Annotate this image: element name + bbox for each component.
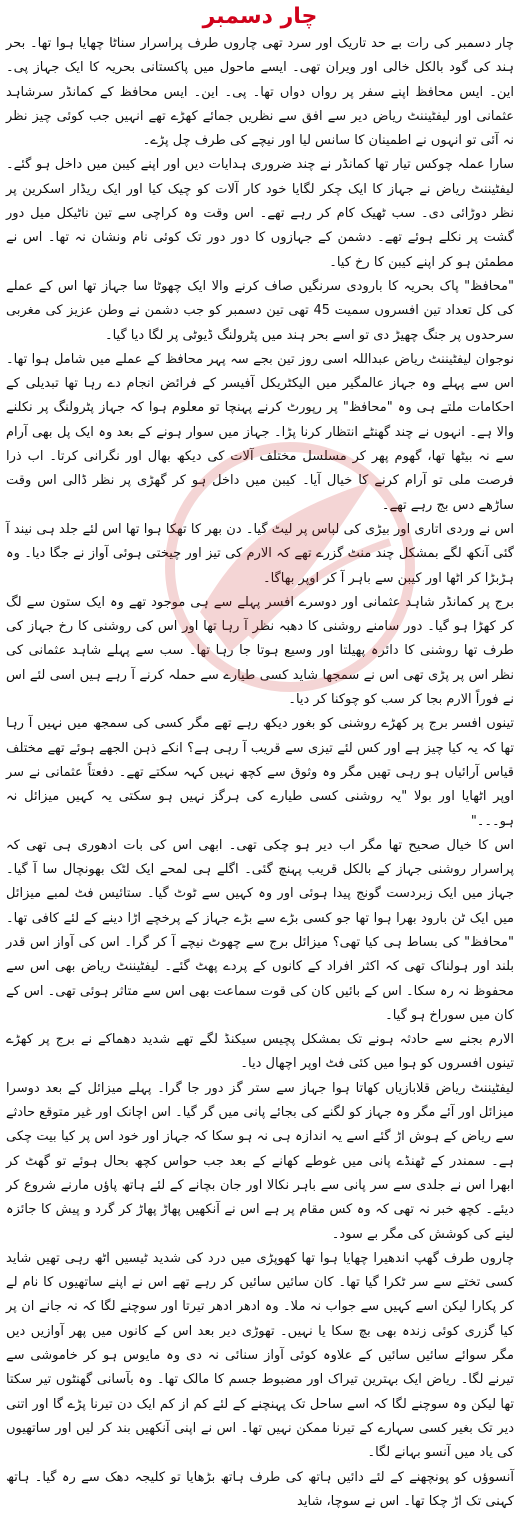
- paragraph: "محافظ" پاک بحریہ کا بارودی سرنگیں صاف کرنے والا ایک چھوٹا سا جہاز تھا اس کے عملے کی کل تعداد تین افسروں سمیت 45 تھی تین دسمبر کو جب دشمن نے وطن عزیز کی مغربی سرحدوں پر جنگ چھیڑ دی تو اسے بحر ہند میں پٹرولنگ ڈیوٹی پر لگا دیا گیا۔: [6, 278, 515, 343]
- article-title: چار دسمبر: [202, 4, 318, 29]
- paragraph: سارا عملہ چوکس تیار تھا کمانڈر نے چند ضروری ہدایات دیں اور اپنے کیبن میں داخل ہو گئے۔ لیفٹیننٹ ریاض نے جہاز کا ایک چکر لگایا خود کار آلات کو چیک کیا اور ایک ریڈار اسکرین پر نظر دوڑائی دی۔ سب ٹھیک کام کر رہے تھے۔ اس وقت وہ کراچی سے تین ناٹیکل میل دور گشت پر نکلے ہوئے تھے۔ دشمن کے جہازوں کا دور دور تک کوئی نام ونشان نہ تھا۔ اس نے مطمئن ہو کر اپنے کیبن کا رخ کیا۔: [6, 157, 514, 270]
- paragraph: برج پر کمانڈر شاہد عثمانی اور دوسرے افسر پہلے سے ہی موجود تھے وہ ایک ستون سے لگ کر کھڑا ہو گیا۔ دور سامنے روشنی کا دھبہ نظر آ رہا تھا اور اس کی روشنی کا رخ جہاز کی طرف تھا روشنی کا دائرہ پھیلتا اور وسیع ہوتا جا رہا تھا۔ سب سے پہلے شاہد عثمانی کی نظر اس پر پڑی تھی اس نے سمجھا شاید کسی طیارے سے حملہ کرنے آ رہے ہیں اسی لئے اس نے فوراً الارم بجا کر سب کو چوکنا کر دیا۔: [6, 594, 514, 708]
- paragraph: چاروں طرف گھپ اندھیرا چھایا ہوا تھا کھوپڑی میں درد کی شدید ٹیسیں اٹھ رہی تھیں شاید کسی تختے سے سر ٹکرا گیا تھا۔ کان سائیں سائیں کر رہے تھے اس نے اپنے ساتھیوں کا نام لے کر پکارا لیکن اسے کہیں سے جواب نہ ملا۔ وہ ادھر ادھر تیرتا اور سوچنے لگا کہ نہ جانے ان پر کیا گزری کوئی زندہ بھی بچ سکا یا نہیں۔ تھوڑی دیر بعد اس کے کانوں میں پھر آوازیں دیں مگر سوائے سائیں سائیں کے علاوہ کوئی آواز سنائی نہ دی وہ مایوس ہو کر خاموشی سے تیرنے لگا۔ ریاض ایک بہترین تیراک اور مضبوط جسم کا مالک تھا۔ وہ بآسانی گھنٹوں تیر سکتا تھا لیکن وہ سوچنے لگا کہ اسے ساحل تک پہنچنے کے لئے کم از کم ایک دن تیرنا پڑے گا اور اتنی دیر تک بغیر کسی سہارے کے تیرنا ممکن نہیں تھا۔ اس نے اپنی آنکھیں بند کر لیں اور ساتھیوں کی یاد میں آنسو بہانے لگا۔: [6, 1250, 514, 1461]
- article-body: [0, 32, 520, 1514]
- paragraph: اس نے وردی اتاری اور بیڑی کی لباس پر لیٹ گیا۔ دن بھر کا تھکا ہوا تھا اس لئے جلد ہی نیند آ گئی آنکھ لگے بمشکل چند منٹ گزرے تھے کہ الارم کی تیز اور چیختی ہوئی آواز نے جگا دیا۔ وہ ہڑبڑا کر اٹھا اور کیبن سے باہر آ کر اوپر بھاگا۔: [6, 521, 514, 586]
- paragraph: لیفٹیننٹ ریاض قلابازیاں کھاتا ہوا جہاز سے ستر گز دور جا گرا۔ پہلے میزائل کے بعد دوسرا میزائل اور آئے مگر وہ جہاز کو لگنے کی بجائے پانی میں گر گیا۔ اس اچانک اور غیر متوقع حادثے سے ریاض کے ہوش اڑ گئے اسے یہ اندازہ ہی نہ ہو سکا کہ جہاز اور خود اس پر کیا بیت چکی ہے۔ سمندر کے ٹھنڈے پانی میں غوطے کھانے کے بعد جب حواس کچھ بحال ہوئے تو گھٹ کر ابھرا اس نے جلدی سے سر پانی سے باہر نکالا اور جان بچانے کے لئے ہاتھ پاؤں مارنے شروع کر دیئے۔ کچھ خبر نہ تھی کہ وہ کس مقام پر ہے اس نے آنکھیں پھاڑ پھاڑ کر گرد و پیش کا جائزہ لینے کی کوشش کی مگر بے سود۔: [6, 1080, 514, 1242]
- paragraph: تینوں افسر برج پر کھڑے روشنی کو بغور دیکھ رہے تھے مگر کسی کی سمجھ میں نہیں آ رہا تھا کہ یہ کیا چیز ہے اور کس لئے تیزی سے قریب آ رہی ہے؟ انکے ذہن الجھے ہوئے تھے مختلف قیاس آرائیاں ہو رہی تھیں مگر وہ وثوق سے کچھ نہیں کہہ سکتے تھے۔ دفعتاً عثمانی نے سر اوپر اٹھایا اور بولا "یہ روشنی کسی طیارے کی ہرگز نہیں ہو سکتی یہ کہیں میزائل نہ ہو۔۔۔": [6, 716, 514, 829]
- paragraph: اس کا خیال صحیح تھا مگر اب دیر ہو چکی تھی۔ ابھی اس کی بات ادھوری ہی تھی کہ پراسرار روشنی جہاز کے بالکل قریب پہنچ گئی۔ اگلے ہی لمحے ایک لٹک بھونچال سا آ گیا۔ جہاز میں ایک زبردست گونج پیدا ہوئی اور وہ کہیں سے ٹوٹ گیا۔ ستائیس فٹ لمبے میزائل میں ایک ٹن بارود بھرا ہوا تھا جو کسی بڑے سے بڑے جہاز کے پرخچے اڑا دینے کے لئے کافی تھا۔ "محافظ" کی بساط ہی کیا تھی؟ میزائل برج سے چھوٹ نیچے آ کر گرا۔ اس کی آواز اس قدر بلند اور ہولناک تھی کہ اکثر افراد کے کانوں کے پردے پھٹ گئے۔ لیفٹیننٹ ریاض بھی اس سے محفوظ نہ رہ سکا۔ اس کے بائیں کان کی قوت سماعت بھی اس سے متاثر ہوئی تھی۔ اس کے کان میں سوراخ ہو گیا۔: [6, 837, 514, 1023]
- paragraph: نوجوان لیفٹیننٹ ریاض عبداللہ اسی روز تین بجے سہ پہر محافظ کے عملے میں شامل ہوا تھا۔ اس سے پہلے وہ جہاز عالمگیر میں الیکٹریکل آفیسر کے فرائض انجام دے رہا تھا تبدیلی کے احکامات ملتے ہی وہ "محافظ" پر رپورٹ کرنے پہنچا تو معلوم ہوا کہ جہاز پٹرولنگ پر نکلنے والا ہے۔ انہوں نے چند گھنٹے انتظار کرنا پڑا۔ جہاز میں سوار ہونے کے بعد وہ ایک پل بھی آرام سے نہ بیٹھا تھا، گھوم پھر کر مسلسل مختلف آلات کی دیکھ بھال اور نگرانی کرتا۔ اب ذرا فرصت ملی تو آرام کرنے کا خیال آیا۔ کیبن میں داخل ہو کر گھڑی پر نظر ڈالی اس وقت ساڑھے دس بج رہے تھے۔: [6, 351, 514, 513]
- paragraph: آنسوؤں کو پونچھنے کے لئے دائیں ہاتھ کی طرف ہاتھ بڑھایا تو کلیجہ دھک سے رہ گیا۔ ہاتھ کہنی تک اڑ چکا تھا۔ اس نے سوچا، شاید: [6, 1469, 514, 1509]
- paragraph: چار دسمبر کی رات بے حد تاریک اور سرد تھی چاروں طرف پراسرار سناٹا چھایا ہوا تھا۔ بحر ہند کی گود بالکل خالی اور ویران تھی۔ ایسے ماحول میں پاکستانی بحریہ کا ایک جہاز پی۔ این۔ ایس محافظ اپنے سفر پر رواں دواں تھا۔ پی۔ این۔ ایس محافظ کے کمانڈر سرشاہد عثمانی اور لیفٹیننٹ ریاض دیر سے افق سے نظریں جمائے کھڑے تھے انہیں جب کوئی چیز نظر نہ آئی تو انہوں نے اطمینان کا سانس لیا اور نیچے کی طرف چل پڑے۔: [6, 36, 514, 149]
- paragraph: الارم بجنے سے حادثہ ہونے تک بمشکل پچیس سیکنڈ لگے تھے شدید دھماکے نے برج پر کھڑے تینوں افسروں کو ہوا میں کئی فٹ اوپر اچھال دیا۔: [6, 1032, 514, 1072]
- article-page: [0, 2, 520, 1509]
